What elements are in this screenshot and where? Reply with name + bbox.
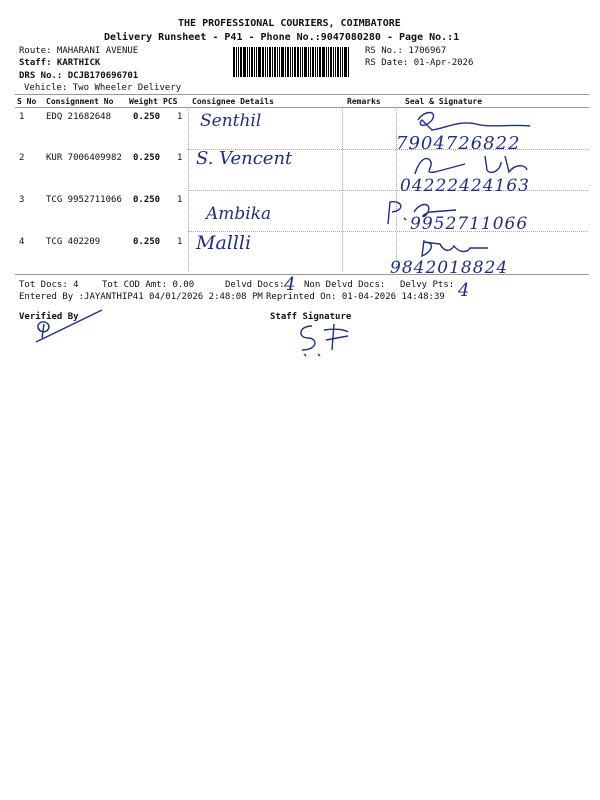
delvd-docs: Delvd Docs: [225,280,285,290]
delvy-pts: Delvy Pts: [400,280,455,290]
reprinted-on: Reprinted On: 01-04-2026 14:48:39 [266,292,445,302]
col-divider [188,107,189,271]
route-label: Route: MAHARANI AVENUE [19,46,139,56]
col-seal-signature: Seal & Signature [405,97,483,106]
handwritten-delvy-pts: 4 [458,280,470,301]
handwritten-signature [398,106,538,136]
row-sno: 1 [19,112,25,122]
vehicle-label: Vehicle: Two Wheeler Delivery [24,83,182,93]
handwritten-phone: 7904726822 [396,133,521,154]
row-sno: 4 [19,237,25,247]
tot-cod-amt: Tot COD Amt: 0.00 [102,280,195,290]
table-top-rule [15,94,589,95]
col-consignee: Consignee Details [192,97,274,106]
runsheet-title: Delivery Runsheet - P41 - Phone No.:9047080280 - Page No.:1 [104,32,460,43]
col-sno: S No [17,97,37,106]
row-consignment: EDQ 21682648 [46,112,112,122]
row-consignment: TCG 9952711066 [46,195,122,205]
row-weight: 0.250 [133,237,161,247]
handwritten-phone: 04222424163 [400,176,530,196]
col-remarks: Remarks [347,97,381,106]
staff-label: Staff: KARTHICK [19,58,101,68]
col-pcs: PCS [163,97,178,106]
col-divider [396,107,397,271]
handwritten-consignee: S. Vencent [196,148,293,169]
col-divider [342,107,343,271]
row-pcs: 1 [177,153,183,163]
handwritten-signature [410,234,500,260]
row-pcs: 1 [177,195,183,205]
handwritten-consignee: Senthil [200,111,262,131]
barcode [233,47,361,77]
row-consignment: TCG 402209 [46,237,101,247]
company-name: THE PROFESSIONAL COURIERS, COIMBATORE [178,18,401,29]
row-sno: 3 [19,195,25,205]
handwritten-consignee: Mallli [196,232,252,254]
row-weight: 0.250 [133,112,161,122]
col-weight: Weight [129,97,158,106]
row-weight: 0.250 [133,195,161,205]
staff-signature [290,318,360,358]
handwritten-consignee: Ambika [206,204,272,224]
non-delvd-docs: Non Delvd Docs: [304,280,386,290]
handwritten-delvd-docs: 4 [284,274,296,295]
verified-by-signature [28,306,108,346]
verified-by-label: Verified By [19,312,79,322]
row-pcs: 1 [177,112,183,122]
entered-by: Entered By :JAYANTHIP41 04/01/2026 2:48:08 PM [19,292,263,302]
col-consignment: Consignment No [46,97,114,106]
rs-date: RS Date: 01-Apr-2026 [365,58,474,68]
row-sno: 2 [19,153,25,163]
row-weight: 0.250 [133,153,161,163]
handwritten-phone: 9842018824 [390,258,509,278]
drs-number: DRS No.: DCJB170696701 [19,71,139,81]
table-bottom-rule [15,274,589,275]
row-consignment: KUR 7006409982 [46,153,122,163]
tot-docs: Tot Docs: 4 [19,280,79,290]
rs-number: RS No.: 1706967 [365,46,447,56]
row-pcs: 1 [177,237,183,247]
staff-signature-label: Staff Signature [270,312,352,322]
handwritten-phone: 9952711066 [410,214,529,234]
